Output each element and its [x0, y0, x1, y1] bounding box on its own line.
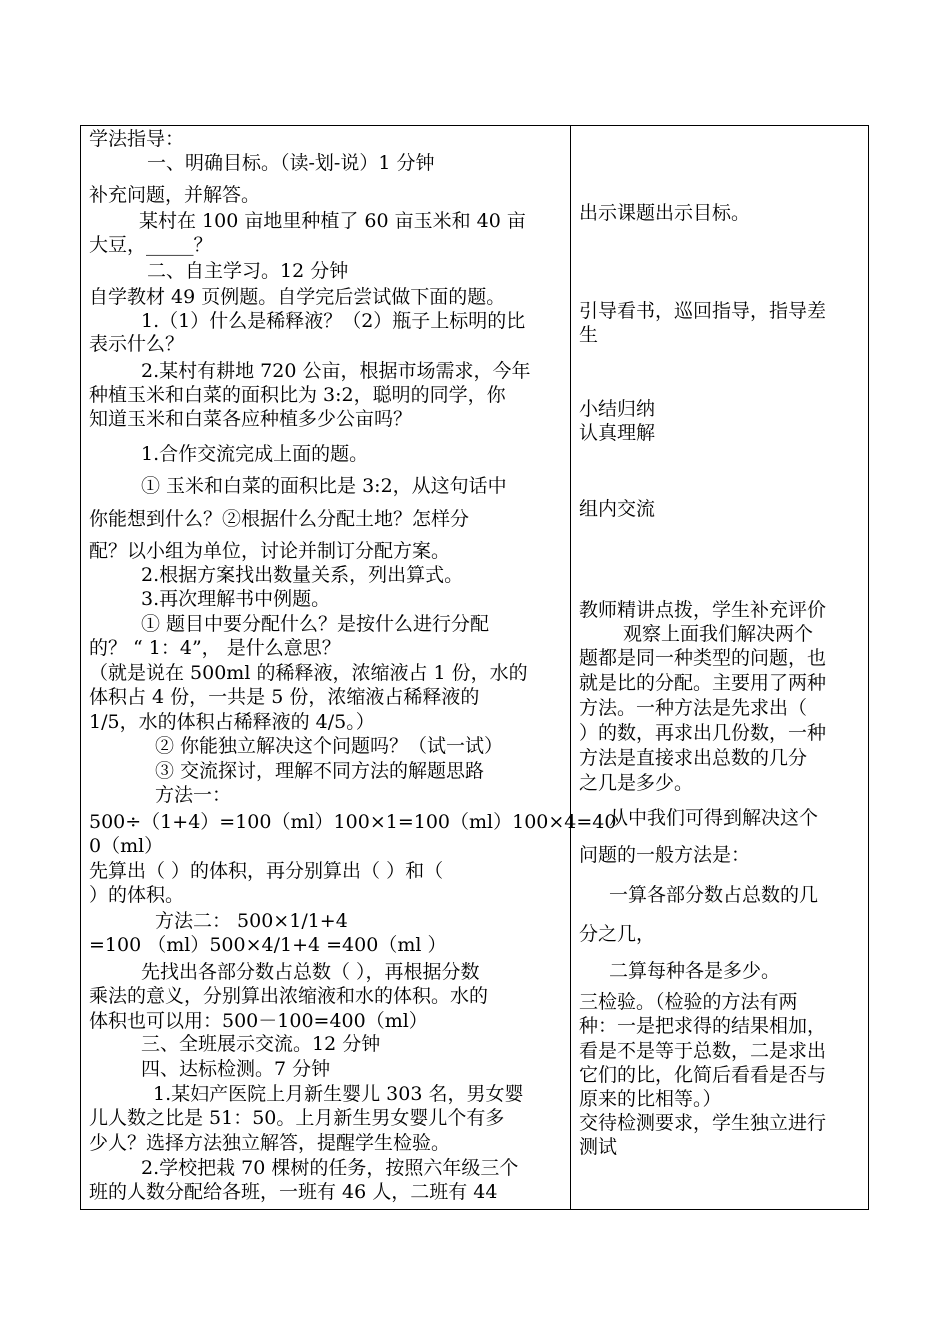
study-guide-line: 体积也可以用：500－100=400（ml）: [89, 1010, 428, 1032]
study-guide-line: 方法二： 500×1/1+4: [155, 910, 348, 932]
study-guide-line: 四、达标检测。7 分钟: [141, 1058, 331, 1080]
study-guide-line: 先找出各部分数占总数（ ），再根据分数: [141, 961, 480, 983]
teacher-note-line: ）的数，再求出几份数，一种: [579, 722, 827, 744]
lesson-plan-table: [80, 125, 869, 1210]
teacher-note-line: 分之几，: [579, 923, 656, 945]
teacher-note-line: 三检验。（检验的方法有两: [579, 991, 798, 1013]
study-guide-line: 自学教材 49 页例题。自学完后尝试做下面的题。: [89, 286, 506, 308]
study-guide-line: 1.某妇产医院上月新生婴儿 303 名，男女婴: [153, 1083, 524, 1105]
study-guide-line: 表示什么？: [89, 333, 185, 355]
study-guide-line: =100 （ml）500×4/1+4 =400（ml ）: [89, 934, 447, 956]
study-guide-line: 1/5，水的体积占稀释液的 4/5。）: [89, 711, 375, 733]
study-guide-line: 的？ “ 1：4”， 是什么意思？: [89, 637, 341, 659]
study-guide-line: 1.（1）什么是稀释液？（2）瓶子上标明的比: [141, 310, 526, 332]
teacher-note-line: 问题的一般方法是：: [579, 844, 751, 866]
study-guide-line: ② 你能独立解决这个问题吗？（试一试）: [155, 735, 504, 757]
study-guide-line: ）的体积。: [89, 884, 185, 906]
teacher-note-line: 它们的比，化简后看看是否与: [579, 1064, 827, 1086]
study-guide-line: 儿人数之比是 51：50。上月新生男女婴儿个有多: [89, 1107, 505, 1129]
study-guide-line: 1.合作交流完成上面的题。: [141, 443, 369, 465]
study-guide-line: 2.根据方案找出数量关系，列出算式。: [141, 564, 464, 586]
teacher-note-line: 引导看书，巡回指导，指导差: [579, 300, 827, 322]
study-guide-line: 种植玉米和白菜的面积比为 3:2，聪明的同学，你: [89, 384, 506, 406]
teacher-note-line: 从中我们可得到解决这个: [609, 807, 819, 829]
teacher-note-line: 方法。一种方法是先求出（: [579, 697, 808, 719]
teacher-note-line: 组内交流: [579, 498, 656, 520]
study-guide-line: 先算出（ ）的体积，再分别算出（ ）和（: [89, 860, 444, 882]
teacher-notes-column: [579, 126, 863, 1209]
teacher-note-line: 认真理解: [579, 422, 656, 444]
study-guide-line: 配？以小组为单位，讨论并制订分配方案。: [89, 540, 451, 562]
study-guide-line: 0（ml）: [89, 835, 164, 857]
study-guide-line: 班的人数分配给各班，一班有 46 人，二班有 44: [89, 1181, 498, 1203]
study-guide-line: 你能想到什么？②根据什么分配土地？怎样分: [89, 508, 470, 530]
study-guide-line: 某村在 100 亩地里种植了 60 亩玉米和 40 亩: [139, 210, 526, 232]
study-guide-line: ③ 交流探讨，理解不同方法的解题思路: [155, 760, 485, 782]
study-guide-line: 方法一：: [155, 784, 232, 806]
study-guide-line: 体积占 4 份，一共是 5 份，浓缩液占稀释液的: [89, 686, 480, 708]
teacher-note-line: 小结归纳: [579, 398, 656, 420]
teacher-note-line: 方法是直接求出总数的几分: [579, 747, 808, 769]
study-guide-line: （就是说在 500ml 的稀释液，浓缩液占 1 份，水的: [89, 662, 528, 684]
teacher-note-line: 题都是同一种类型的问题，也: [579, 647, 827, 669]
teacher-note-line: 看是不是等于总数，二是求出: [579, 1040, 827, 1062]
teacher-note-line: 出示课题出示目标。: [579, 202, 751, 224]
study-guide-line: 500÷（1+4）=100（ml）100×1=100（ml）100×4=40: [89, 811, 617, 833]
teacher-note-line: 生: [579, 324, 599, 346]
study-guide-line: 大豆，_____？: [89, 234, 213, 256]
teacher-note-line: 一算各部分数占总数的几: [609, 884, 819, 906]
teacher-note-line: 种：一是把求得的结果相加，: [579, 1015, 827, 1037]
study-guide-line: 少人？选择方法独立解答，提醒学生检验。: [89, 1132, 451, 1154]
teacher-note-line: 之几是多少。: [579, 772, 694, 794]
study-guide-line: 乘法的意义，分别算出浓缩液和水的体积。水的: [89, 985, 489, 1007]
study-guide-line: 3.再次理解书中例题。: [141, 588, 331, 610]
column-divider: [570, 125, 571, 1210]
study-guide-line: 二、自主学习。12 分钟: [147, 260, 349, 282]
teacher-note-line: 交待检测要求，学生独立进行: [579, 1112, 827, 1134]
study-guide-line: 补充问题，并解答。: [89, 184, 261, 206]
teacher-note-line: 测试: [579, 1136, 618, 1158]
study-guide-line: 2.某村有耕地 720 公亩，根据市场需求，今年: [141, 360, 531, 382]
teacher-note-line: 观察上面我们解决两个: [623, 623, 814, 645]
study-guide-line: 知道玉米和白菜各应种植多少公亩吗？: [89, 408, 413, 430]
study-guide-line: ① 玉米和白菜的面积比是 3:2，从这句话中: [141, 475, 507, 497]
study-guide-line: 2.学校把栽 70 棵树的任务，按照六年级三个: [141, 1157, 519, 1179]
study-guide-line: 三、全班展示交流。12 分钟: [141, 1033, 381, 1055]
teacher-note-line: 教师精讲点拨，学生补充评价: [579, 599, 827, 621]
study-guide-line: 一、明确目标。（读-划-说）1 分钟: [147, 152, 435, 174]
teacher-note-line: 原来的比相等。）: [579, 1088, 722, 1110]
study-guide-line: 学法指导：: [89, 128, 185, 150]
teacher-note-line: 二算每种各是多少。: [609, 960, 781, 982]
teacher-note-line: 就是比的分配。主要用了两种: [579, 672, 827, 694]
study-guide-line: ① 题目中要分配什么？是按什么进行分配: [141, 613, 490, 635]
